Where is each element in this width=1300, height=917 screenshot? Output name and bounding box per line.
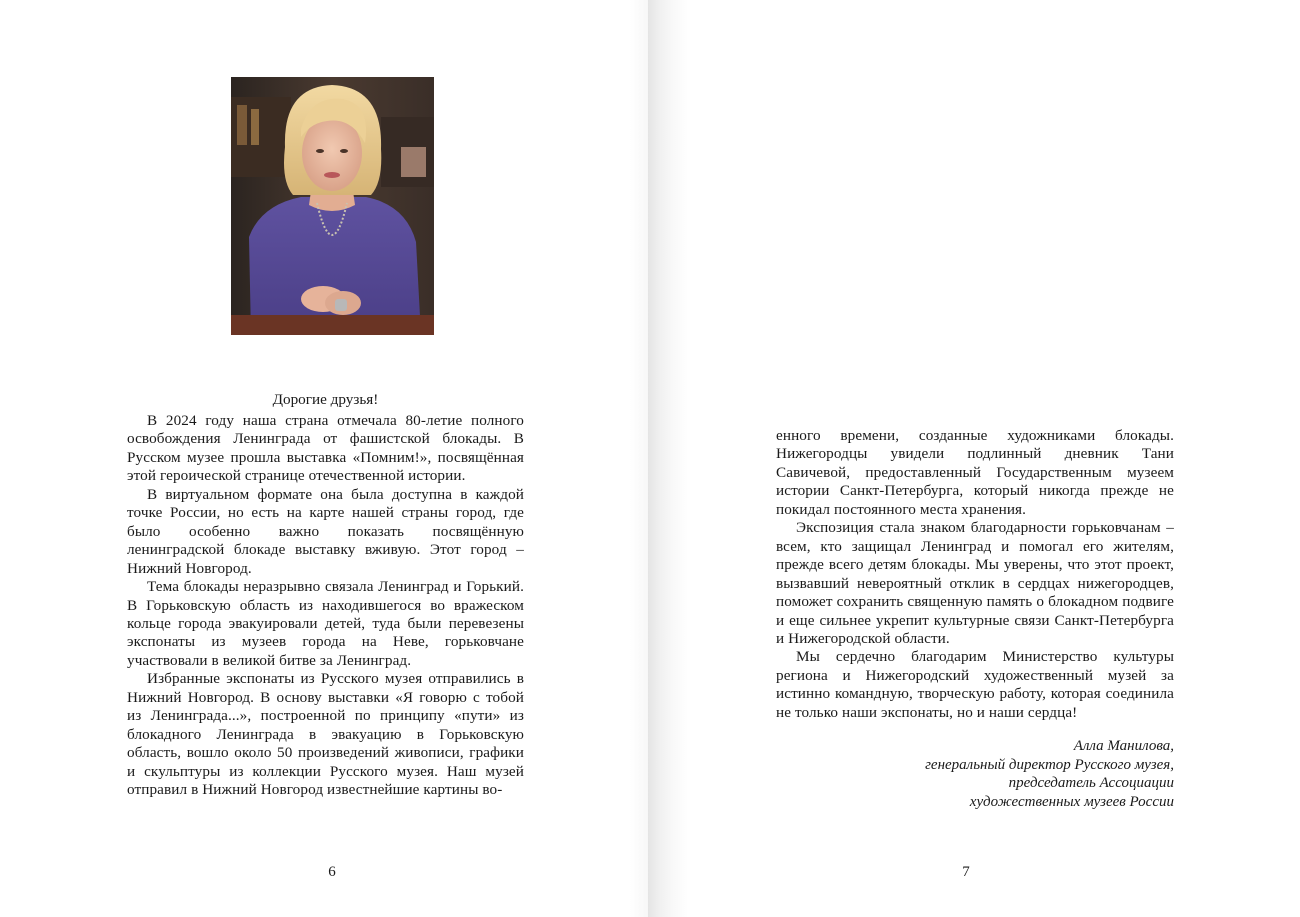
left-page-body: [127, 412, 524, 800]
gutter-shadow-left: [630, 0, 650, 917]
paragraph: В 2024 году наша страна отмечала 80-летие полного освобождения Ленинграда от фашистской блокады. В Русском музее прошла выставка «Помним!», посвящённая этой героической странице отечественной истории.: [127, 412, 524, 485]
paragraph: Тема блокады неразрывно связала Ленинград и Горький. В Горьковскую область из находившегося во вражеском кольце города эвакуировали детей, туда были перевезены экспонаты из музеев города на Неве, горьковчане участвовали в великой битве за Ленинград.: [127, 578, 524, 669]
signature-title: художественных музеев России: [969, 793, 1174, 810]
signature-title: генеральный директор Русского музея,: [925, 756, 1174, 773]
portrait-photo: [231, 77, 434, 335]
gutter-shadow: [648, 0, 688, 917]
signature-title: председатель Ассоциации: [1008, 775, 1174, 791]
signature-block: [776, 737, 1174, 811]
right-page-body: [776, 427, 1174, 722]
paragraph: Избранные экспонаты из Русского музея отправились в Нижний Новгород. В основу выставки «Я говорю с тобой из Ленинграда...», построенной по принципу «пути» из блокадного Ленинграда в эвакуацию в Горьковскую область, вошло около 50 произведений живописи, графики и скульптуры из коллекции Русского музея. Наш музей отправил в Нижний Новгород известнейшие картины во-: [127, 670, 524, 799]
paragraph: енного времени, созданные художниками блокады. Нижегородцы увидели подлинный дневник Тани Савичевой, предоставленный Государственным музеем истории Санкт-Петербурга, который никогда прежде не покидал постоянного места хранения.: [776, 427, 1174, 518]
greeting-heading: Дорогие друзья!: [272, 391, 379, 408]
page-number-left: 6: [328, 864, 336, 880]
page-number-right: 7: [962, 864, 970, 880]
paragraph: Экспозиция стала знаком благодарности горьковчанам – всем, кто защищал Ленинград и помогал его жителям, прежде всего детям блокады. Мы уверены, что этот проект, вызвавший невероятный отклик в сердцах нижегородцев, поможет сохранить священную память о блокадном подвиге и еще сильнее укрепит культурные связи Санкт-Петербурга и Нижегородской области.: [776, 519, 1174, 647]
paragraph: Мы сердечно благодарим Министерство культуры региона и Нижегородский художественный музей за истинно командную, творческую работу, которая соединила не только наши экспонаты, но и наши сердца!: [776, 648, 1174, 721]
paragraph: В виртуальном формате она была доступна в каждой точке России, но есть на карте нашей страны город, где было особенно важно показать посвящённую ленинградской блокаде выставку вживую. Этот город – Нижний Новгород.: [127, 485, 524, 577]
signature-name: Алла Манилова,: [1073, 738, 1174, 754]
